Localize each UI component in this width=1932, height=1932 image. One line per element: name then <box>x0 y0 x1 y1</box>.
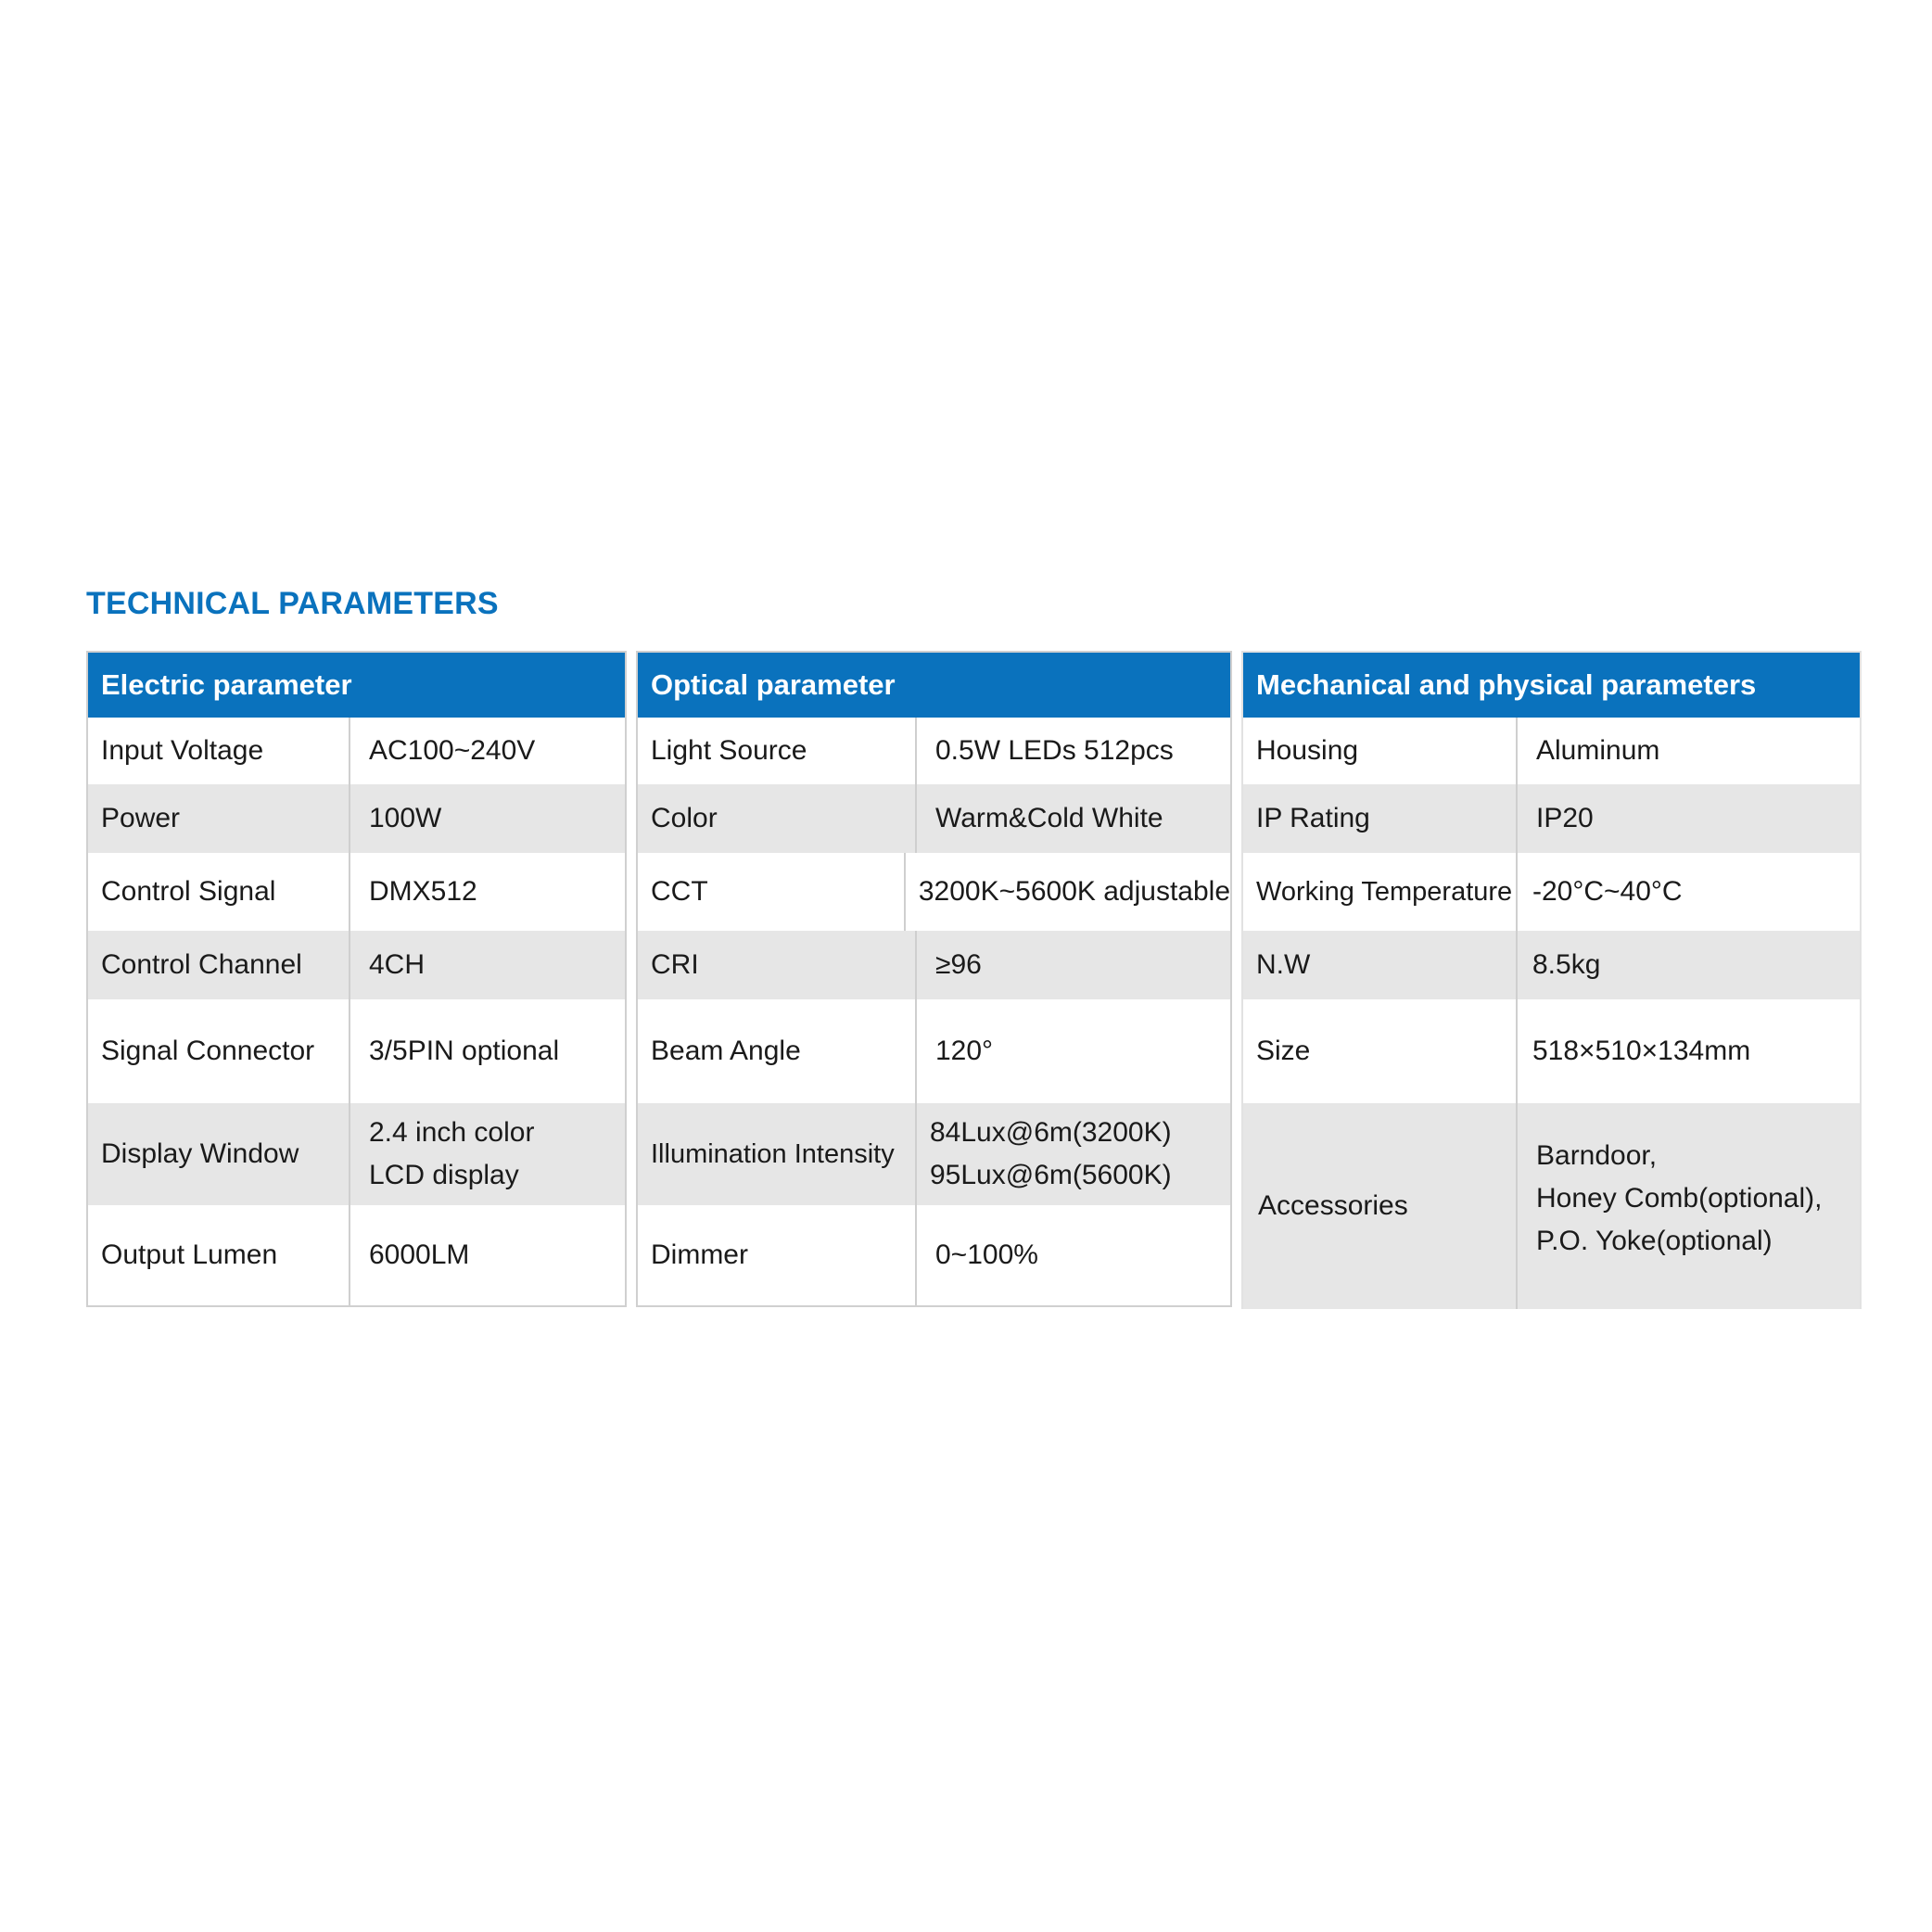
param-value: 518×510×134mm <box>1532 1036 1751 1066</box>
param-value-line: Barndoor, <box>1536 1140 1658 1171</box>
param-value: DMX512 <box>369 876 477 907</box>
param-label: Illumination Intensity <box>638 1103 917 1205</box>
param-value: 0.5W LEDs 512pcs <box>935 735 1174 766</box>
param-value: IP20 <box>1536 803 1594 833</box>
param-value: Warm&Cold White <box>935 803 1163 833</box>
param-label: CCT <box>638 853 906 931</box>
table-row <box>1243 853 1860 931</box>
param-value: 6000LM <box>369 1239 470 1270</box>
param-value-line: Honey Comb(optional), <box>1536 1183 1823 1214</box>
param-label: Size <box>1243 999 1518 1103</box>
param-value-line: 2.4 inch color <box>369 1117 535 1148</box>
table-row <box>638 853 1230 931</box>
param-label: Beam Angle <box>638 999 917 1103</box>
table-row <box>1243 784 1860 853</box>
table-row <box>638 931 1230 999</box>
table-row <box>638 1103 1230 1205</box>
mechanical-parameter-header: Mechanical and physical parameters <box>1243 653 1860 718</box>
param-label: Power <box>88 784 350 853</box>
optical-parameter-header: Optical parameter <box>638 653 1230 718</box>
param-label: Accessories <box>1243 1103 1518 1309</box>
param-value-line: 84Lux@6m(3200K) <box>930 1117 1172 1148</box>
optical-parameter-table <box>636 651 1232 1307</box>
param-label: Color <box>638 784 917 853</box>
param-value-line: LCD display <box>369 1160 519 1190</box>
param-label: Signal Connector <box>88 999 350 1103</box>
param-value-line: 95Lux@6m(5600K) <box>930 1160 1172 1190</box>
param-value: AC100~240V <box>369 735 536 766</box>
mechanical-parameter-table <box>1241 651 1862 1309</box>
table-row <box>88 999 625 1103</box>
param-label: Input Voltage <box>88 718 350 784</box>
param-value: -20°C~40°C <box>1532 876 1683 907</box>
param-label: CRI <box>638 931 917 999</box>
table-row <box>638 1205 1230 1305</box>
param-label: Control Signal <box>88 853 350 931</box>
page-title: TECHNICAL PARAMETERS <box>86 586 499 621</box>
param-value: ≥96 <box>935 949 982 980</box>
param-label: Control Channel <box>88 931 350 999</box>
table-row <box>88 1103 625 1205</box>
param-value: 3/5PIN optional <box>369 1036 560 1066</box>
param-label: N.W <box>1243 931 1518 999</box>
table-row <box>88 853 625 931</box>
param-value: 4CH <box>369 949 426 980</box>
param-label: Working Temperature <box>1243 853 1518 931</box>
param-label: Housing <box>1243 718 1518 784</box>
param-label: IP Rating <box>1243 784 1518 853</box>
param-label: Light Source <box>638 718 917 784</box>
table-row <box>638 784 1230 853</box>
electric-parameter-table <box>86 651 627 1307</box>
electric-parameter-header: Electric parameter <box>88 653 625 718</box>
table-row <box>88 1205 625 1305</box>
table-row <box>88 718 625 784</box>
table-row <box>88 931 625 999</box>
param-value <box>917 1103 1172 1205</box>
table-row <box>1243 999 1860 1103</box>
table-row <box>1243 718 1860 784</box>
param-value: Aluminum <box>1536 735 1660 766</box>
table-row <box>88 784 625 853</box>
param-value <box>350 1103 534 1205</box>
param-value: 100W <box>369 803 442 833</box>
param-value: 0~100% <box>935 1239 1038 1270</box>
table-row <box>638 999 1230 1103</box>
param-value: 120° <box>935 1036 994 1066</box>
table-row <box>638 718 1230 784</box>
param-value-line: P.O. Yoke(optional) <box>1536 1226 1773 1256</box>
param-label: Output Lumen <box>88 1205 350 1305</box>
param-value: 3200K~5600K adjustable <box>918 876 1230 907</box>
param-label: Display Window <box>88 1103 350 1205</box>
param-value: 8.5kg <box>1532 949 1601 980</box>
table-row <box>1243 1103 1860 1309</box>
param-value <box>1518 1103 1822 1309</box>
table-row <box>1243 931 1860 999</box>
param-label: Dimmer <box>638 1205 917 1305</box>
